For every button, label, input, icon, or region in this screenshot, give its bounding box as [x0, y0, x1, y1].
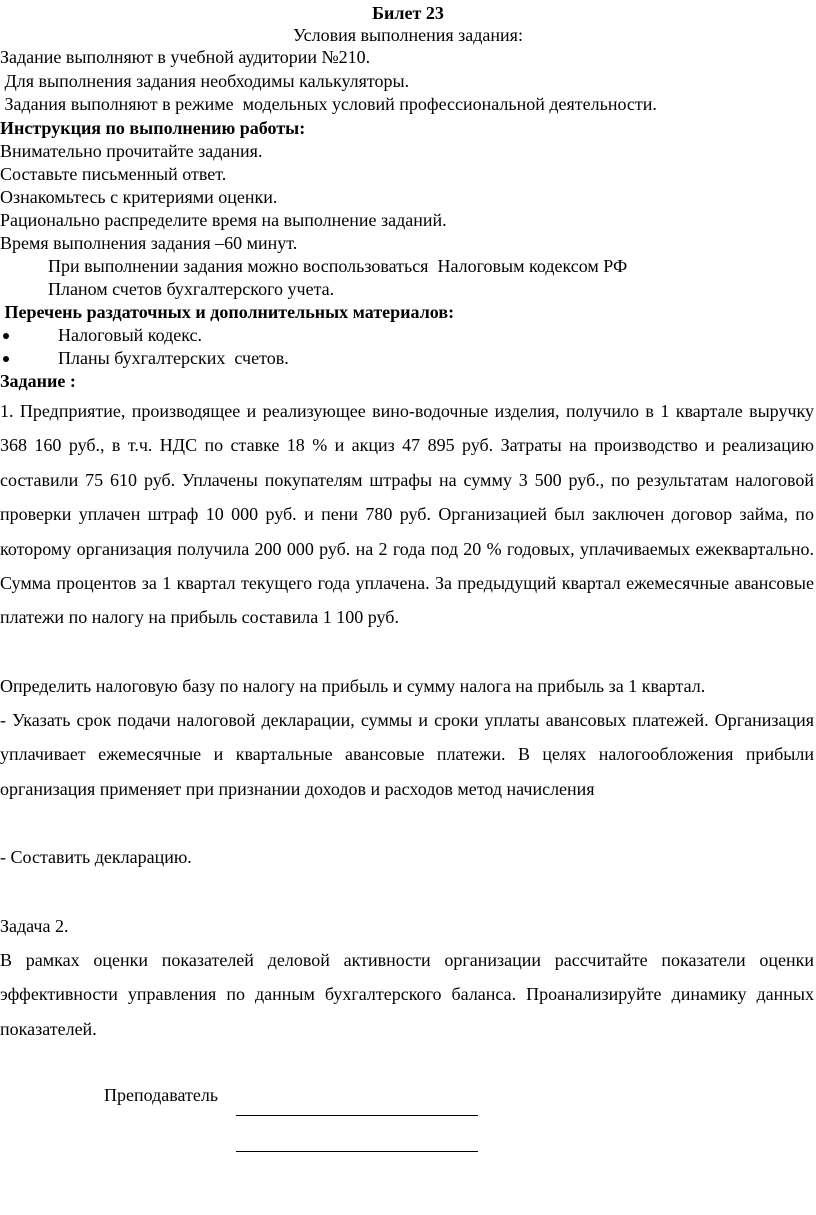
instructions-heading: Инструкция по выполнению работы: [0, 118, 306, 138]
instruction-item: Время выполнения задания –60 минут. [0, 233, 298, 253]
instruction-item: Рационально распределите время на выполнение заданий. [0, 210, 447, 230]
ticket-title: Билет 23 [372, 3, 444, 23]
signature-line [236, 1151, 478, 1152]
bullet-icon [3, 333, 9, 339]
condition-line: Для выполнения задания необходимы калькуляторы. [0, 71, 410, 91]
task2-heading: Задача 2. [0, 916, 69, 936]
signature-label: Преподаватель [104, 1085, 219, 1105]
materials-item-label: Налоговый кодекс. [58, 325, 203, 345]
instruction-item: Ознакомьтесь с критериями оценки. [0, 187, 278, 207]
materials-heading: Перечень раздаточных и дополнительных материалов: [0, 302, 455, 322]
task-paragraph: Определить налоговую базу по налогу на прибыль и сумму налога на прибыль за 1 квартал. [0, 676, 706, 696]
task-paragraph: - Составить декларацию. [0, 847, 192, 867]
task2-text: В рамках оценки показателей деловой активности организации рассчитайте показатели оценки эффективности управления по данным бухгалтерского баланса. Проанализируйте динамику данных показателей. [0, 950, 814, 1039]
task-paragraph: - Указать срок подачи налоговой декларации, суммы и сроки уплаты авансовых платежей. Организация уплачивает ежемесячные и квартальные авансовые платежи. В целях налогообложения прибыли организация применяет при признании доходов и расходов метод начисления [0, 710, 814, 799]
instruction-item: Составьте письменный ответ. [0, 164, 227, 184]
conditions-subtitle: Условия выполнения задания: [293, 25, 523, 45]
instruction-item: Внимательно прочитайте задания. [0, 141, 263, 161]
condition-line: Задания выполняют в режиме модельных условий профессиональной деятельности. [0, 94, 657, 114]
condition-line: Задание выполняют в учебной аудитории №210. [0, 47, 371, 67]
instruction-indented: Планом счетов бухгалтерского учета. [48, 279, 335, 299]
instruction-indented: При выполнении задания можно воспользоваться Налоговым кодексом РФ [48, 256, 628, 276]
bullet-icon [3, 356, 9, 362]
signature-line [236, 1115, 478, 1116]
materials-item-label: Планы бухгалтерских счетов. [58, 348, 289, 368]
task-heading: Задание : [0, 371, 76, 391]
task-paragraph: 1. Предприятие, производящее и реализующее вино-водочные изделия, получило в 1 квартале выручку 368 160 руб., в т.ч. НДС по ставке 18 % и акциз 47 895 руб. Затраты на производство и реализацию составили 75 610 руб. Уплачены покупателям штрафы на сумму 3 500 руб., по результатам налоговой проверки уплачен штраф 10 000 руб. и пени 780 руб. Организацией был заключен договор займа, по которому организация получила 200 000 руб. на 2 года под 20 % годовых, уплачиваемых ежеквартально. Сумма процентов за 1 квартал текущего года уплачена. За предыдущий квартал ежемесячные авансовые платежи по налогу на прибыль составила 1 100 руб. [0, 401, 814, 628]
